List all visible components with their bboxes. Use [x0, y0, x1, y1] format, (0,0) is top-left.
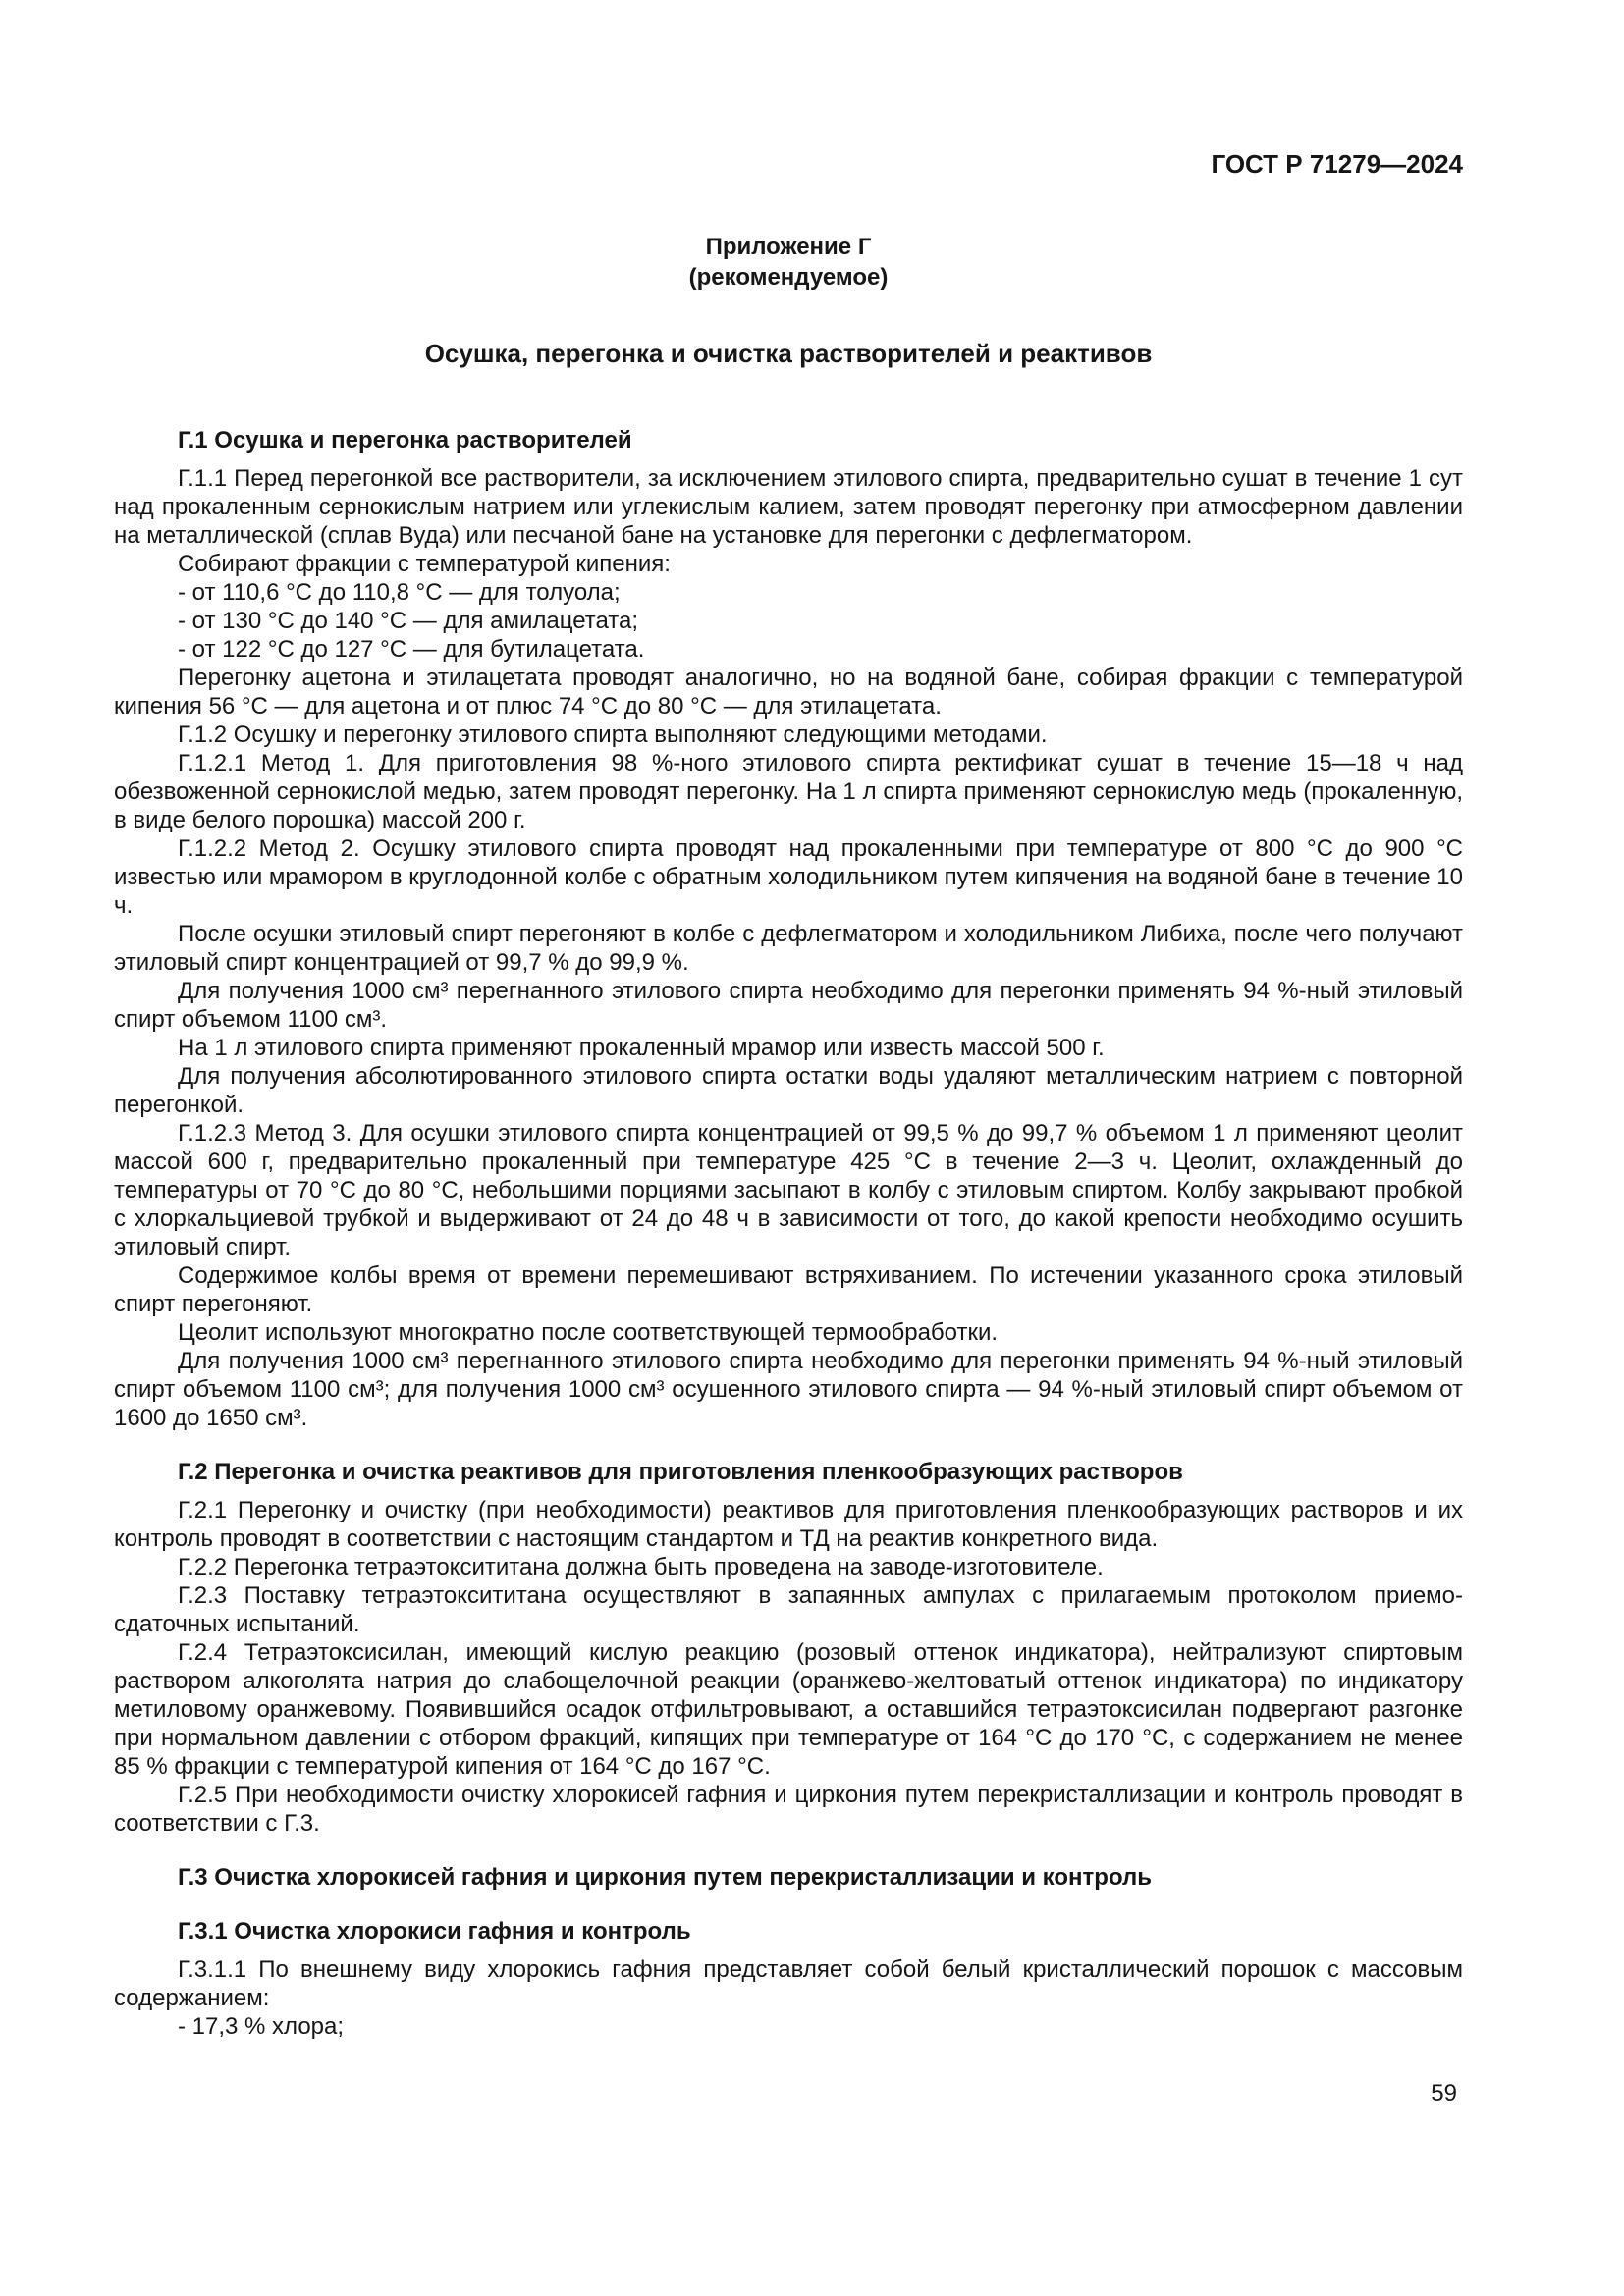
paragraph: Г.1.1 Перед перегонкой все растворители, за исключением этилового спирта, предварительно сушат в течение 1 сут над прокаленным сернокислым натрием или углекислым калием, затем проводят перегонку при атмосферном давлении на металлической (сплав Вуда) или песчаной бане на установке для перегонки с дефлегматором.: [114, 465, 1463, 549]
paragraph: После осушки этиловый спирт перегоняют в колбе с дефлегматором и холодильником Либиха, после чего получают этиловый спирт концентрацией от 99,7 % до 99,9 %.: [114, 921, 1463, 976]
paragraph: Цеолит используют многократно после соответствующей термообработки.: [178, 1319, 999, 1346]
paragraph: Г.2.2 Перегонка тетраэтоксититана должна быть проведена на заводе-изготовителе.: [178, 1554, 1104, 1580]
document-body: [114, 426, 1463, 2041]
section-heading: Г.1 Осушка и перегонка растворителей: [178, 427, 632, 454]
paragraph: Для получения 1000 см³ перегнанного этилового спирта необходимо для перегонки применять 94 %-ный этиловый спирт объемом 1100 см³.: [114, 978, 1463, 1033]
appendix-label: Приложение Г: [705, 234, 872, 260]
paragraph: Г.1.2 Осушку и перегонку этилового спирта выполняют следующими методами.: [178, 721, 1048, 748]
appendix-note: (рекомендуемое): [688, 264, 889, 291]
list-item: - 17,3 % хлора;: [178, 2013, 345, 2040]
paragraph: Г.1.2.1 Метод 1. Для приготовления 98 %-ного этилового спирта ректификат сушат в течение 15—18 ч над обезвоженной сернокислой медью, затем проводят перегонку. На 1 л спирта применяют сернокислую медь (прокаленную, в виде белого порошка) массой 200 г.: [114, 750, 1463, 833]
paragraph: Содержимое колбы время от времени перемешивают встряхиванием. По истечении указанного срока этиловый спирт перегоняют.: [114, 1262, 1463, 1317]
paragraph: Г.3.1.1 По внешнему виду хлорокись гафния представляет собой белый кристаллический порошок с массовым содержанием:: [114, 1956, 1463, 2011]
section-heading: Г.3 Очистка хлорокисей гафния и циркония путем перекристаллизации и контроль: [178, 1864, 1153, 1891]
paragraph: Г.1.2.3 Метод 3. Для осушки этилового спирта концентрацией от 99,5 % до 99,7 % объемом 1 л применяют цеолит массой 600 г, предварительно прокаленный при температуре 425 °С в течение 2—3 ч. Цеолит, охлажденный до температуры от 70 °С до 80 °С, небольшими порциями засыпают в колбу с этиловым спиртом. Колбу закрывают пробкой с хлоркальциевой трубкой и выдерживают от 24 до 48 ч в зависимости от того, до какой крепости необходимо осушить этиловый спирт.: [114, 1120, 1463, 1260]
section-heading: Г.3.1 Очистка хлорокиси гафния и контроль: [178, 1918, 691, 1945]
document-code: ГОСТ Р 71279—2024: [1211, 149, 1463, 179]
paragraph: Для получения абсолютированного этилового спирта остатки воды удаляют металлическим натрием с повторной перегонкой.: [114, 1063, 1463, 1118]
paragraph: Г.2.4 Тетраэтоксисилан, имеющий кислую реакцию (розовый оттенок индикатора), нейтрализуют спиртовым раствором алкоголята натрия до слабощелочной реакции (оранжево-желтоватый оттенок индикатора) по индикатору метиловому оранжевому. Появившийся осадок отфильтровывают, а оставшийся тетраэтоксисилан подвергают разгонке при нормальном давлении с отбором фракций, кипящих при температуре от 164 °С до 170 °С, с содержанием не менее 85 % фракции с температурой кипения от 164 °С до 167 °С.: [114, 1639, 1463, 1780]
paragraph: Г.2.1 Перегонку и очистку (при необходимости) реактивов для приготовления пленкообразующих растворов и их контроль проводят в соответствии с настоящим стандартом и ТД на реактив конкретного вида.: [114, 1497, 1463, 1552]
paragraph: Перегонку ацетона и этилацетата проводят аналогично, но на водяной бане, собирая фракции с температурой кипения 56 °С — для ацетона и от плюс 74 °С до 80 °С — для этилацетата.: [114, 665, 1463, 720]
section-heading: Г.2 Перегонка и очистка реактивов для приготовления пленкообразующих растворов: [178, 1459, 1183, 1485]
list-item: - от 130 °С до 140 °С — для амилацетата;: [178, 608, 639, 634]
document-title: Осушка, перегонка и очистка растворителей и реактивов: [424, 339, 1153, 368]
paragraph: Г.2.5 При необходимости очистку хлорокисей гафния и циркония путем перекристаллизации и контроль проводят в соответствии с Г.3.: [114, 1782, 1463, 1837]
paragraph: Г.1.2.2 Метод 2. Осушку этилового спирта проводят над прокаленными при температуре от 800 °С до 900 °С известью или мрамором в круглодонной колбе с обратным холодильником путем кипячения на водяной бане в течение 10 ч.: [114, 835, 1463, 919]
page-number: 59: [1431, 2080, 1457, 2107]
paragraph: Собирают фракции с температурой кипения:: [178, 551, 671, 577]
list-item: - от 122 °С до 127 °С — для бутилацетата.: [178, 636, 645, 663]
paragraph: Г.2.3 Поставку тетраэтоксититана осуществляют в запаянных ампулах с прилагаемым протоколом приемо-сдаточных испытаний.: [114, 1582, 1463, 1637]
paragraph: На 1 л этилового спирта применяют прокаленный мрамор или известь массой 500 г.: [178, 1035, 1105, 1061]
paragraph: Для получения 1000 см³ перегнанного этилового спирта необходимо для перегонки применять 94 %-ный этиловый спирт объемом 1100 см³; для получения 1000 см³ осушенного этилового спирта — 94 %-ный этиловый спирт объемом от 1600 до 1650 см³.: [114, 1348, 1463, 1431]
list-item: - от 110,6 °С до 110,8 °С — для толуола;: [178, 579, 621, 606]
